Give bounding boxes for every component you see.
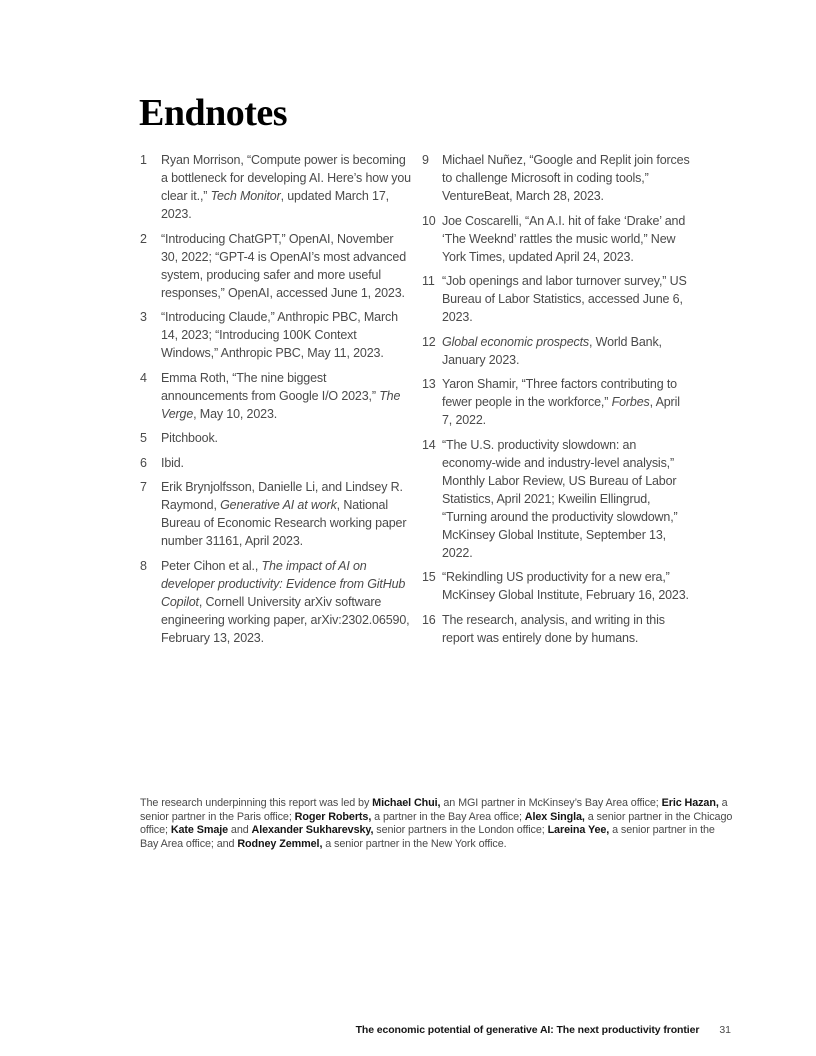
endnote-text: “Introducing Claude,” Anthropic PBC, March 14, 2023; “Introducing 100K Context Windows,” Anthropic PBC, May 11, 2023. xyxy=(161,310,398,360)
endnote-number: 9 xyxy=(422,153,429,167)
endnote-item xyxy=(422,272,692,326)
endnote-text: The research, analysis, and writing in this report was entirely done by humans. xyxy=(442,612,665,645)
endnote-item xyxy=(140,429,411,447)
endnote-number: 14 xyxy=(422,437,436,452)
endnote-item xyxy=(140,230,411,302)
endnote-item xyxy=(422,611,692,647)
endnote-text: “Job openings and labor turnover survey,” US Bureau of Labor Statistics, accessed June 6, 2023. xyxy=(442,274,687,324)
endnote-number: 8 xyxy=(140,558,147,573)
credits-paragraph xyxy=(140,797,760,851)
page-title: Endnotes xyxy=(139,92,288,134)
endnote-item xyxy=(422,151,692,205)
endnote-item xyxy=(140,308,411,362)
credits-line: Bay Area office; and Rodney Zemmel, a senior partner in the New York office. xyxy=(140,837,507,850)
endnotes-column-right xyxy=(422,151,692,653)
endnote-item xyxy=(140,369,411,423)
endnote-text: Ibid. xyxy=(161,455,184,470)
endnote-number: 15 xyxy=(422,570,436,584)
endnote-number: 12 xyxy=(422,334,436,349)
endnote-number: 10 xyxy=(422,213,436,228)
credits-line: senior partner in the Paris office; Roger Roberts, a partner in the Bay Area office; Alex Singla, a senior partner in the Chicago xyxy=(140,810,733,823)
endnote-item xyxy=(140,557,411,647)
footer-report-title: The economic potential of generative AI: The next productivity frontier xyxy=(355,1024,700,1036)
credits-line: The research underpinning this report was led by Michael Chui, an MGI partner in McKinsey’s Bay Area office; Eric Hazan, a xyxy=(140,797,728,809)
endnote-text: Emma Roth, “The nine biggest announcements from Google I/O 2023,” The Verge, May 10, 2023. xyxy=(161,370,401,421)
report-footer xyxy=(140,1024,731,1036)
endnote-number: 1 xyxy=(140,153,147,167)
endnote-number: 5 xyxy=(140,431,147,445)
endnote-item xyxy=(422,436,692,562)
endnote-item xyxy=(422,212,692,266)
endnote-text: “The U.S. productivity slowdown: an economy-wide and industry-level analysis,” Monthly Labor Review, US Bureau of Labor Statistics, April 2021; Kweilin Ellingrud, “Turning around the productivity slowdown,” McKinsey Global Institute, September 13, 2022. xyxy=(442,437,678,560)
endnote-number: 4 xyxy=(140,370,147,385)
endnote-item xyxy=(422,568,692,604)
endnotes-column-left xyxy=(140,151,411,653)
endnote-text: “Rekindling US productivity for a new era,” McKinsey Global Institute, February 16, 2023. xyxy=(442,570,689,602)
footer-page-number: 31 xyxy=(719,1024,731,1036)
endnote-text: “Introducing ChatGPT,” OpenAI, November 30, 2022; “GPT-4 is OpenAI’s most advanced system, producing safer and more useful responses,” OpenAI, accessed June 1, 2023. xyxy=(161,231,406,300)
endnote-number: 6 xyxy=(140,455,147,470)
endnote-text: Peter Cihon et al., The impact of AI on developer productivity: Evidence from GitHub Copilot, Cornell University arXiv software engineering working paper, arXiv:2302.06590, February 13, 2023. xyxy=(161,558,410,645)
endnote-text: Michael Nuñez, “Google and Replit join forces to challenge Microsoft in coding tools,” VentureBeat, March 28, 2023. xyxy=(442,153,690,203)
endnote-number: 3 xyxy=(140,310,147,324)
endnote-item xyxy=(140,478,411,550)
endnote-item xyxy=(422,333,692,369)
endnote-text: Erik Brynjolfsson, Danielle Li, and Lindsey R. Raymond, Generative AI at work, National Bureau of Economic Research working paper number 31161, April 2023. xyxy=(161,480,407,548)
endnote-number: 16 xyxy=(422,612,436,627)
endnote-text: Global economic prospects, World Bank, January 2023. xyxy=(442,334,662,367)
endnote-text: Yaron Shamir, “Three factors contributing to fewer people in the workforce,” Forbes, April 7, 2022. xyxy=(442,377,680,427)
endnote-item xyxy=(422,375,692,429)
endnote-number: 2 xyxy=(140,231,147,246)
endnote-item xyxy=(140,151,411,223)
endnote-text: Pitchbook. xyxy=(161,431,218,445)
endnote-number: 13 xyxy=(422,377,436,391)
endnote-number: 7 xyxy=(140,480,147,494)
endnote-text: Ryan Morrison, “Compute power is becoming a bottleneck for developing AI. Here’s how you clear it.,” Tech Monitor, updated March 17, 2023. xyxy=(161,153,411,221)
endnote-number: 11 xyxy=(422,274,435,288)
credits-line: office; Kate Smaje and Alexander Sukharevsky, senior partners in the London office; Lareina Yee, a senior partner in the xyxy=(140,824,715,836)
endnote-text: Joe Coscarelli, “An A.I. hit of fake ‘Drake’ and ‘The Weeknd’ rattles the music world,” New York Times, updated April 24, 2023. xyxy=(442,213,686,264)
endnote-item xyxy=(140,454,411,472)
